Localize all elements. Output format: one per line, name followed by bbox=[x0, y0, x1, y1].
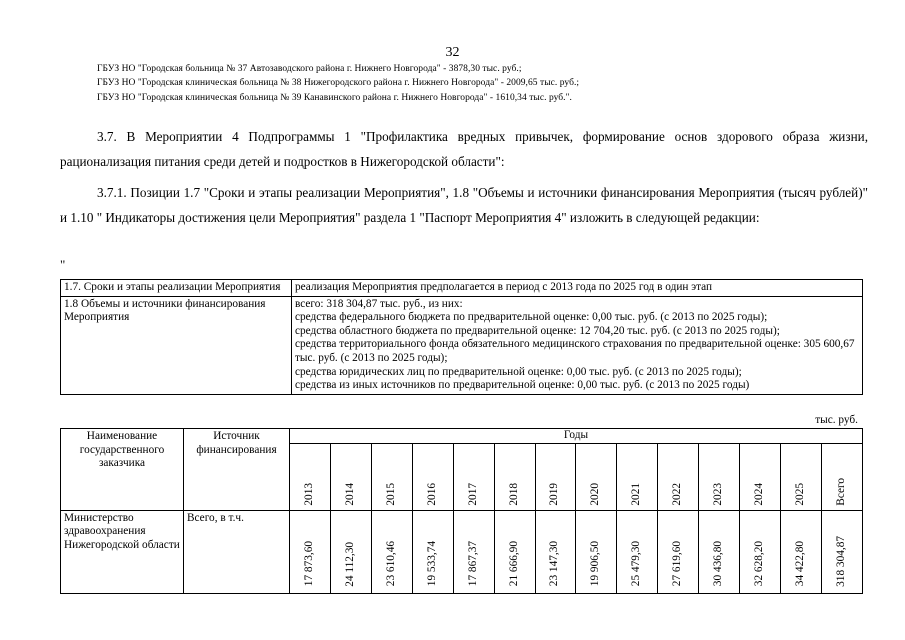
year-label: 2016 bbox=[425, 483, 438, 506]
customer-name: Министерство здравоохранения Нижегородской области bbox=[61, 510, 184, 593]
year-label: Всего bbox=[835, 477, 848, 506]
passport-table bbox=[60, 279, 863, 395]
financing-header-row bbox=[61, 429, 863, 444]
header-source: Источник финансирования bbox=[184, 429, 290, 511]
year-header bbox=[330, 443, 371, 510]
funding-oms: средства территориального фонда обязательного медицинского страхования по предварительной оценке: 305 600,67 тыс. руб. (с 2013 по 2025 годы); bbox=[295, 338, 855, 364]
row-1-8-value bbox=[292, 296, 863, 394]
year-value-cell bbox=[740, 510, 781, 593]
year-header bbox=[617, 443, 658, 510]
header-years: Годы bbox=[290, 429, 863, 444]
financing-value: 25 479,30 bbox=[630, 541, 643, 587]
hospital-line-38: ГБУЗ НО "Городская клиническая больница № 38 Нижегородского района г. Нижнего Новгорода" - 2009,65 тыс. руб.; bbox=[97, 78, 580, 88]
year-value-cell bbox=[576, 510, 617, 593]
year-value-cell bbox=[535, 510, 576, 593]
financing-value: 27 619,60 bbox=[671, 541, 684, 587]
funding-regional: средства областного бюджета по предварительной оценке: 12 704,20 тыс. руб. (с 2013 по 2025 годы); bbox=[295, 324, 780, 337]
year-total-header bbox=[821, 443, 862, 510]
year-label: 2023 bbox=[712, 483, 725, 506]
year-header bbox=[576, 443, 617, 510]
year-header bbox=[740, 443, 781, 510]
year-value-cell bbox=[412, 510, 453, 593]
year-header bbox=[453, 443, 494, 510]
financing-value: 318 304,87 bbox=[835, 535, 848, 587]
total-value-cell bbox=[821, 510, 862, 593]
year-label: 2021 bbox=[630, 483, 643, 506]
hospital-line-37: ГБУЗ НО "Городская больница № 37 Автозаводского района г. Нижнего Новгорода" - 3878,30 тыс. руб.; bbox=[97, 64, 522, 74]
year-header bbox=[494, 443, 535, 510]
year-value-cell bbox=[453, 510, 494, 593]
funding-total: всего: 318 304,87 тыс. руб., из них: bbox=[295, 297, 463, 310]
year-value-cell bbox=[617, 510, 658, 593]
year-value-cell bbox=[699, 510, 740, 593]
year-value-cell bbox=[494, 510, 535, 593]
year-label: 2013 bbox=[303, 483, 316, 506]
source-name: Всего, в т.ч. bbox=[184, 510, 290, 593]
year-header bbox=[290, 443, 331, 510]
year-header bbox=[371, 443, 412, 510]
row-1-7 bbox=[61, 280, 863, 297]
hospital-line-39: ГБУЗ НО "Городская клиническая больница № 39 Канавинского района г. Нижнего Новгорода" - 1610,34 тыс. руб.". bbox=[97, 93, 572, 103]
financing-value: 32 628,20 bbox=[753, 541, 766, 587]
row-1-7-label: 1.7. Сроки и этапы реализации Мероприятия bbox=[61, 280, 292, 297]
financing-value: 23 610,46 bbox=[385, 541, 397, 587]
row-1-7-value: реализация Мероприятия предполагается в период с 2013 года по 2025 год в один этап bbox=[292, 280, 863, 297]
unit-label: тыс. руб. bbox=[815, 414, 858, 426]
financing-value: 17 873,60 bbox=[303, 541, 316, 587]
financing-data-row bbox=[61, 510, 863, 593]
financing-value: 23 147,30 bbox=[548, 541, 561, 587]
financing-table bbox=[60, 428, 863, 594]
funding-legal-entities: средства юридических лиц по предварительной оценке: 0,00 тыс. руб. (с 2013 по 2025 годы); bbox=[295, 365, 742, 378]
row-1-8-label: 1.8 Объемы и источники финансирования Мероприятия bbox=[61, 296, 292, 394]
funding-federal: средства федерального бюджета по предварительной оценке: 0,00 тыс. руб. (с 2013 по 2025 годы); bbox=[295, 311, 768, 324]
opening-quote: " bbox=[60, 257, 66, 272]
paragraph-3-7-1: 3.7.1. Позиции 1.7 "Сроки и этапы реализации Мероприятия", 1.8 "Объемы и источники финансирования Мероприятия (тысяч рублей)" и 1.10 " Индикаторы достижения цели Мероприятия" раздела 1 "Паспорт Мероприятия 4" изложить в следующей редакции: bbox=[60, 185, 868, 225]
financing-value: 30 436,80 bbox=[712, 541, 725, 587]
header-customer: Наименование государственного заказчика bbox=[61, 429, 184, 511]
year-header bbox=[412, 443, 453, 510]
year-label: 2020 bbox=[589, 483, 602, 506]
financing-value: 24 112,30 bbox=[344, 541, 357, 587]
year-label: 2015 bbox=[385, 483, 397, 506]
financing-value: 19 533,74 bbox=[425, 541, 438, 587]
year-value-cell bbox=[290, 510, 331, 593]
funding-other: средства из иных источников по предварительной оценке: 0,00 тыс. руб. (с 2013 по 2025 годы) bbox=[295, 379, 750, 392]
year-label: 2017 bbox=[466, 483, 479, 506]
financing-value: 19 906,50 bbox=[589, 541, 602, 587]
paragraph-3-7: 3.7. В Мероприятии 4 Подпрограммы 1 "Профилактика вредных привычек, формирование основ здорового образа жизни, рационализация питания среди детей и подростков в Нижегородской области": bbox=[60, 129, 868, 169]
year-value-cell bbox=[371, 510, 412, 593]
year-label: 2019 bbox=[548, 483, 561, 506]
year-header bbox=[781, 443, 822, 510]
financing-value: 34 422,80 bbox=[794, 541, 807, 587]
financing-value: 21 666,90 bbox=[507, 541, 520, 587]
year-value-cell bbox=[330, 510, 371, 593]
year-value-cell bbox=[658, 510, 699, 593]
year-label: 2022 bbox=[671, 483, 684, 506]
year-value-cell bbox=[781, 510, 822, 593]
year-label: 2014 bbox=[344, 483, 357, 506]
year-header bbox=[699, 443, 740, 510]
year-header bbox=[658, 443, 699, 510]
year-label: 2024 bbox=[753, 483, 766, 506]
year-label: 2018 bbox=[507, 483, 520, 506]
financing-value: 17 867,37 bbox=[466, 541, 479, 587]
row-1-8 bbox=[61, 296, 863, 394]
year-header bbox=[535, 443, 576, 510]
year-label: 2025 bbox=[794, 483, 807, 506]
page-number: 32 bbox=[445, 45, 460, 60]
